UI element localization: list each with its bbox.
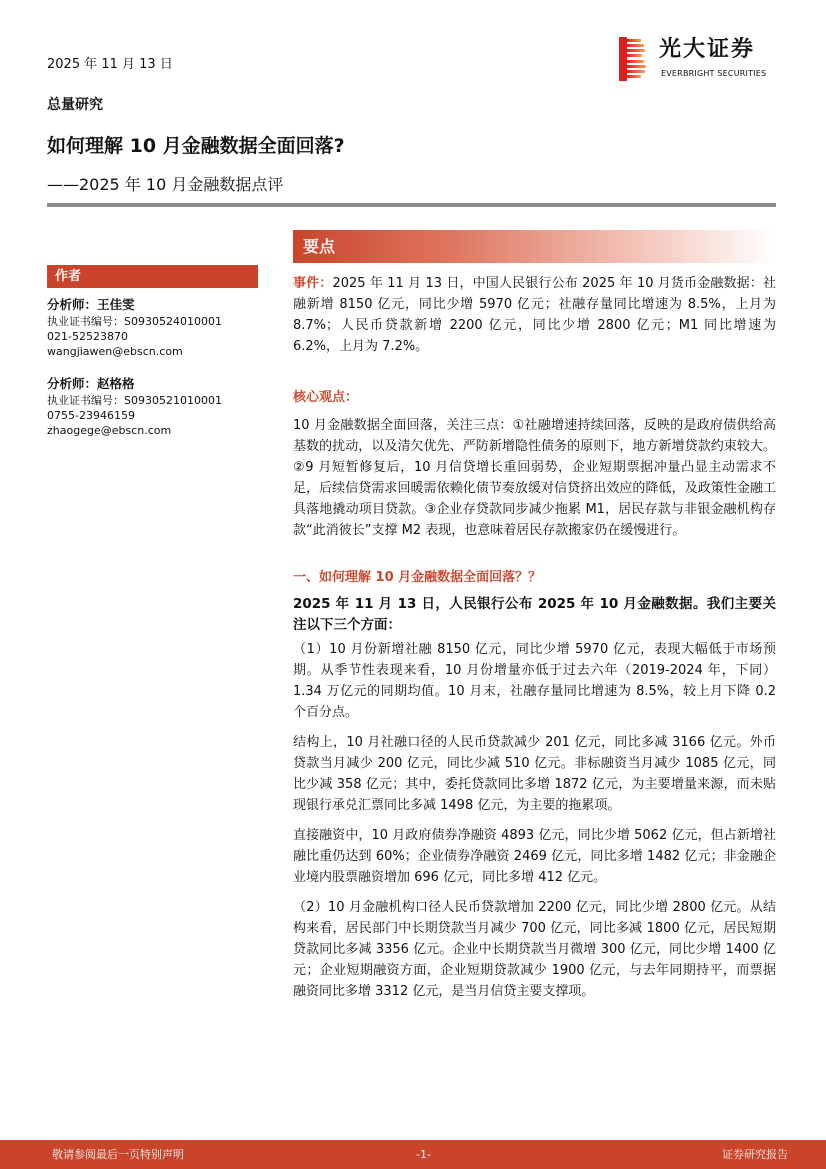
body-paragraph: （1）10 月份新增社融 8150 亿元，同比少增 5970 亿元，表现大幅低于市场预期。从季节性表现来看，10 月份增量亦低于过去六年（2019-2024 年，下同）1.34 万亿元的同期均值。10 月末，社融存量同比增速为 8.5%，较上月下降 0.2 个百分点。	[293, 642, 776, 720]
report-subtitle: ——2025 年 10 月金融数据点评	[47, 175, 284, 194]
analyst-email[interactable]: wangjiawen@ebscn.com	[47, 345, 183, 358]
page-number: -1-	[416, 1148, 431, 1161]
author-sidebar	[47, 265, 262, 454]
body-paragraph: 结构上，10 月社融口径的人民币贷款减少 201 亿元，同比多减 3166 亿元。外币贷款当月减少 200 亿元，同比少减 510 亿元。非标融资当月减少 1085 亿元，同比少减 358 亿元；其中，委托贷款同比多增 1872 亿元，为主要增量来源，而未贴现银行承兑汇票同比多减 1498 亿元，为主要的拖累项。	[293, 735, 776, 813]
event-paragraph	[293, 273, 776, 357]
everbright-logo	[619, 37, 779, 81]
report-category: 总量研究	[47, 97, 103, 113]
logo-text-en: EVERBRIGHT SECURITIES	[661, 69, 767, 78]
analyst-license: 执业证书编号：S0930521010001	[47, 394, 222, 407]
body-paragraph: （2）10 月金融机构口径人民币贷款增加 2200 亿元，同比少增 2800 亿元。从结构来看，居民部门中长期贷款当月减少 700 亿元，同比多减 1800 亿元，居民短期贷款同比多减 3356 亿元。企业中长期贷款当月微增 300 亿元，同比少增 1400 亿元；企业短期融资方面，企业短期贷款减少 1900 亿元，与去年同期持平，而票据融资同比多增 3312 亿元，是当月信贷主要支撑项。	[293, 900, 776, 999]
body-paragraph: 直接融资中，10 月政府债券净融资 4893 亿元，同比少增 5062 亿元，但占新增社融比重仍达到 60%；企业债券净融资 2469 亿元，同比多增 1482 亿元；非金融企业境内股票融资增加 696 亿元，同比多增 412 亿元。	[293, 828, 776, 885]
analyst-license: 执业证书编号：S0930524010001	[47, 315, 222, 328]
analyst-phone: 0755-23946159	[47, 409, 135, 422]
analyst-email[interactable]: zhaogege@ebscn.com	[47, 424, 172, 437]
analyst-card	[47, 296, 262, 359]
author-heading: 作者	[47, 265, 258, 288]
report-date: 2025 年 11 月 13 日	[47, 57, 173, 72]
logo-mark-icon	[619, 37, 647, 81]
lead-paragraph: 2025 年 11 月 13 日，人民银行公布 2025 年 10 月金融数据。我们主要关注以下三个方面：	[293, 596, 776, 633]
analyst-card	[47, 375, 262, 438]
footer-disclaimer: 敬请参阅最后一页特别声明	[52, 1148, 184, 1161]
report-title: 如何理解 10 月金融数据全面回落?	[47, 135, 345, 157]
header-divider	[47, 203, 776, 207]
event-label: 事件：	[293, 276, 333, 291]
footer-report-type: 证券研究报告	[722, 1148, 788, 1161]
analyst-name: 分析师：赵格格	[47, 376, 135, 391]
core-view-text: 10 月金融数据全面回落，关注三点：①社融增速持续回落，反映的是政府债供给高基数的扰动，以及清欠优先、严防新增隐性债务的原则下，地方新增贷款约束较大。②9 月短暂修复后，10 月信贷增长重回弱势，企业短期票据冲量凸显主动需求不足，后续信贷需求回暖需依赖化债节奏放缓对信贷挤出效应的降低，及政策性金融工具落地撬动项目贷款。③企业存贷款同步减少拖累 M1，居民存款与非银金融机构存款“此消彼长”支撑 M2 表现，也意味着居民存款搬家仍在缓慢进行。	[293, 418, 776, 538]
analyst-phone: 021-52523870	[47, 330, 128, 343]
core-view-label: 核心观点：	[293, 390, 359, 405]
analyst-name: 分析师：王佳雯	[47, 297, 135, 312]
keypoints-banner: 要点	[293, 230, 776, 263]
main-column	[293, 273, 776, 1011]
event-text: 2025 年 11 月 13 日，中国人民银行公布 2025 年 10 月货币金融数据：社融新增 8150 亿元，同比少增 5970 亿元；社融存量同比增速为 8.5%，上月为 8.7%；人民币贷款新增 2200 亿元，同比少增 2800 亿元；M1 同比增速为 6.2%，上月为 7.2%。	[293, 276, 776, 354]
page-footer	[0, 1140, 826, 1169]
section-heading: 一、如何理解 10 月金融数据全面回落？？	[293, 570, 542, 585]
logo-text-cn: 光大证券	[659, 37, 756, 62]
